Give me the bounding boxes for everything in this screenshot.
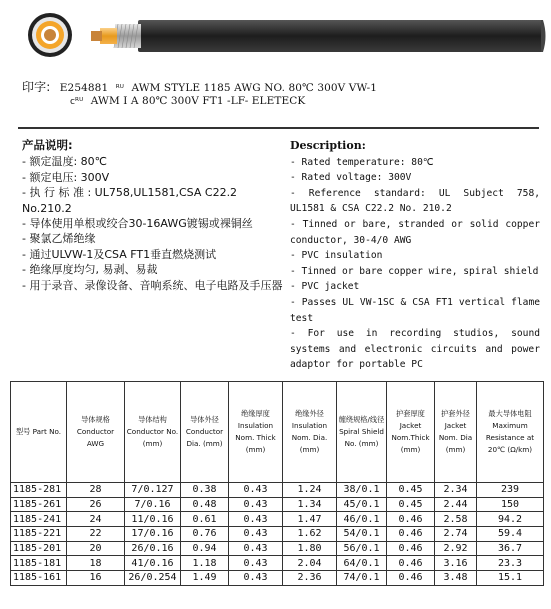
table-header-row xyxy=(11,382,544,483)
table-cell: 64/0.1 xyxy=(337,556,387,571)
table-cell: 59.4 xyxy=(477,527,544,542)
ul-mark-icon: ᴿᵁ xyxy=(115,84,124,94)
header-cell: 导体规格 Conductor AWG xyxy=(67,382,125,483)
header-cell: 型号 Part No. xyxy=(11,382,67,483)
table-row xyxy=(11,541,544,556)
table-cell: 26/0.16 xyxy=(125,541,181,556)
table-cell: 1.47 xyxy=(283,512,337,527)
table-cell: 0.45 xyxy=(387,483,435,498)
table-cell: 2.44 xyxy=(435,497,477,512)
table-cell: 94.2 xyxy=(477,512,544,527)
header-cell: 最大导体电阻 Maximum Resistance at 20℃ (Ω/km) xyxy=(477,382,544,483)
table-cell: 0.46 xyxy=(387,512,435,527)
cable-cross-section xyxy=(28,13,72,57)
en-description xyxy=(290,138,540,373)
table-body xyxy=(11,483,544,586)
header-cell: 缠绕规格/线径 Spiral Shield No. (mm) xyxy=(337,382,387,483)
table-cell: 1185-181 xyxy=(11,556,67,571)
spec-table xyxy=(10,381,544,586)
table-cell: 20 xyxy=(67,541,125,556)
table-row xyxy=(11,497,544,512)
print-text-2: AWM I A 80℃ 300V FT1 -LF- ELETECK xyxy=(90,95,306,107)
cul-mark-icon: cᴿᵁ xyxy=(70,97,84,107)
header-cell: 护套外径 Jacket Nom. Dia (mm) xyxy=(435,382,477,483)
table-cell: 2.04 xyxy=(283,556,337,571)
table-cell: 11/0.16 xyxy=(125,512,181,527)
cable-side-view xyxy=(91,20,546,52)
cn-item: - 执 行 标 准 : UL758,UL1581,CSA C22.2 No.210.2 xyxy=(22,186,238,215)
table-cell: 0.94 xyxy=(181,541,229,556)
table-cell: 26/0.254 xyxy=(125,571,181,586)
table-cell: 2.34 xyxy=(435,483,477,498)
table-cell: 0.43 xyxy=(229,512,283,527)
table-cell: 41/0.16 xyxy=(125,556,181,571)
table-cell: 1.49 xyxy=(181,571,229,586)
table-row xyxy=(11,527,544,542)
header-cell: 导体结构 Conductor No. (mm) xyxy=(125,382,181,483)
table-cell: 1.80 xyxy=(283,541,337,556)
cn-item: - 导体使用单根或绞合30-16AWG镀锡或裸铜丝 xyxy=(22,217,253,231)
print-line-2 xyxy=(66,95,305,107)
cn-item: - 通过ULVW-1及CSA FT1垂直燃烧测试 xyxy=(22,247,217,261)
section-divider xyxy=(18,127,539,129)
table-cell: 0.76 xyxy=(181,527,229,542)
cn-item: - 聚氯乙烯绝缘 xyxy=(22,232,96,246)
table-cell: 2.92 xyxy=(435,541,477,556)
table-cell: 1.34 xyxy=(283,497,337,512)
table-cell: 0.45 xyxy=(387,497,435,512)
header-cell: 绝缘外径 Insulation Nom. Dia. (mm) xyxy=(283,382,337,483)
en-title: Description: xyxy=(290,139,366,152)
table-cell: 0.43 xyxy=(229,556,283,571)
table-cell: 239 xyxy=(477,483,544,498)
table-cell: 3.48 xyxy=(435,571,477,586)
table-cell: 0.43 xyxy=(229,527,283,542)
header-cell: 绝缘厚度 Insulation Nom. Thick (mm) xyxy=(229,382,283,483)
en-item: - PVC insulation xyxy=(290,250,383,262)
table-cell: 150 xyxy=(477,497,544,512)
table-cell: 2.36 xyxy=(283,571,337,586)
table-cell: 22 xyxy=(67,527,125,542)
en-item: - Reference standard: UL Subject 758, UL1581 & CSA C22.2 No. 210.2 xyxy=(290,187,540,215)
table-cell: 0.46 xyxy=(387,541,435,556)
table-cell: 0.61 xyxy=(181,512,229,527)
table-cell: 24 xyxy=(67,512,125,527)
table-cell: 2.58 xyxy=(435,512,477,527)
print-text-1: AWM STYLE 1185 AWG NO. 80℃ 300V VW-1 xyxy=(131,82,378,94)
table-cell: 17/0.16 xyxy=(125,527,181,542)
table-cell: 56/0.1 xyxy=(337,541,387,556)
table-cell: 1185-241 xyxy=(11,512,67,527)
table-cell: 0.48 xyxy=(181,497,229,512)
table-cell: 26 xyxy=(67,497,125,512)
cn-item: - 额定温度: 80℃ xyxy=(22,155,108,169)
table-cell: 36.7 xyxy=(477,541,544,556)
table-cell: 54/0.1 xyxy=(337,527,387,542)
table-cell: 1185-281 xyxy=(11,483,67,498)
table-cell: 1185-221 xyxy=(11,527,67,542)
table-cell: 0.43 xyxy=(229,541,283,556)
table-cell: 16 xyxy=(67,571,125,586)
table-cell: 23.3 xyxy=(477,556,544,571)
table-cell: 46/0.1 xyxy=(337,512,387,527)
en-item: - Passes UL VW-1SC & CSA FT1 vertical flame test xyxy=(290,296,540,324)
table-cell: 0.46 xyxy=(387,527,435,542)
table-row xyxy=(11,556,544,571)
header-cell: 导体外径 Conductor Dia. (mm) xyxy=(181,382,229,483)
cn-description xyxy=(22,138,284,293)
en-item: - For use in recording studios, sound systems and electronic circuits and power adaptor for portable PC xyxy=(290,328,540,371)
en-item: - Tinned or bare, stranded or solid copper conductor, 30-4/0 AWG xyxy=(290,218,540,246)
table-cell: 15.1 xyxy=(477,571,544,586)
cn-item: - 绝缘厚度均匀, 易剥、易裁 xyxy=(22,263,158,277)
table-cell: 0.43 xyxy=(229,571,283,586)
cable-illustration xyxy=(0,0,551,75)
en-item: - Rated voltage: 300V xyxy=(290,172,412,184)
table-cell: 28 xyxy=(67,483,125,498)
table-cell: 0.38 xyxy=(181,483,229,498)
header-cell: 护套厚度 Jacket Nom.Thick (mm) xyxy=(387,382,435,483)
table-cell: 7/0.127 xyxy=(125,483,181,498)
table-cell: 38/0.1 xyxy=(337,483,387,498)
table-cell: 1.24 xyxy=(283,483,337,498)
table-cell: 45/0.1 xyxy=(337,497,387,512)
table-cell: 0.46 xyxy=(387,556,435,571)
table-cell: 1.62 xyxy=(283,527,337,542)
en-item: - Tinned or bare copper wire, spiral shield xyxy=(290,265,539,277)
print-line-1 xyxy=(22,78,377,95)
cn-item: - 用于录音、录像设备、音响系统、电子电路及手压器 xyxy=(22,278,283,292)
table-cell: 74/0.1 xyxy=(337,571,387,586)
table-cell: 2.74 xyxy=(435,527,477,542)
table-cell: 7/0.16 xyxy=(125,497,181,512)
table-cell: 0.43 xyxy=(229,483,283,498)
table-cell: 1185-161 xyxy=(11,571,67,586)
table-cell: 18 xyxy=(67,556,125,571)
table-cell: 1185-261 xyxy=(11,497,67,512)
en-item: - PVC jacket xyxy=(290,281,360,293)
table-row xyxy=(11,483,544,498)
table-cell: 1.18 xyxy=(181,556,229,571)
cn-title: 产品说明: xyxy=(22,138,73,152)
en-item: - Rated temperature: 80℃ xyxy=(290,156,434,168)
table-cell: 0.46 xyxy=(387,571,435,586)
cn-item: - 额定电压: 300V xyxy=(22,170,110,184)
table-cell: 3.16 xyxy=(435,556,477,571)
table-row xyxy=(11,512,544,527)
table-cell: 1185-201 xyxy=(11,541,67,556)
file-number: E254881 xyxy=(59,82,109,94)
table-row xyxy=(11,571,544,586)
table-cell: 0.43 xyxy=(229,497,283,512)
print-label: 印字: xyxy=(22,80,51,94)
